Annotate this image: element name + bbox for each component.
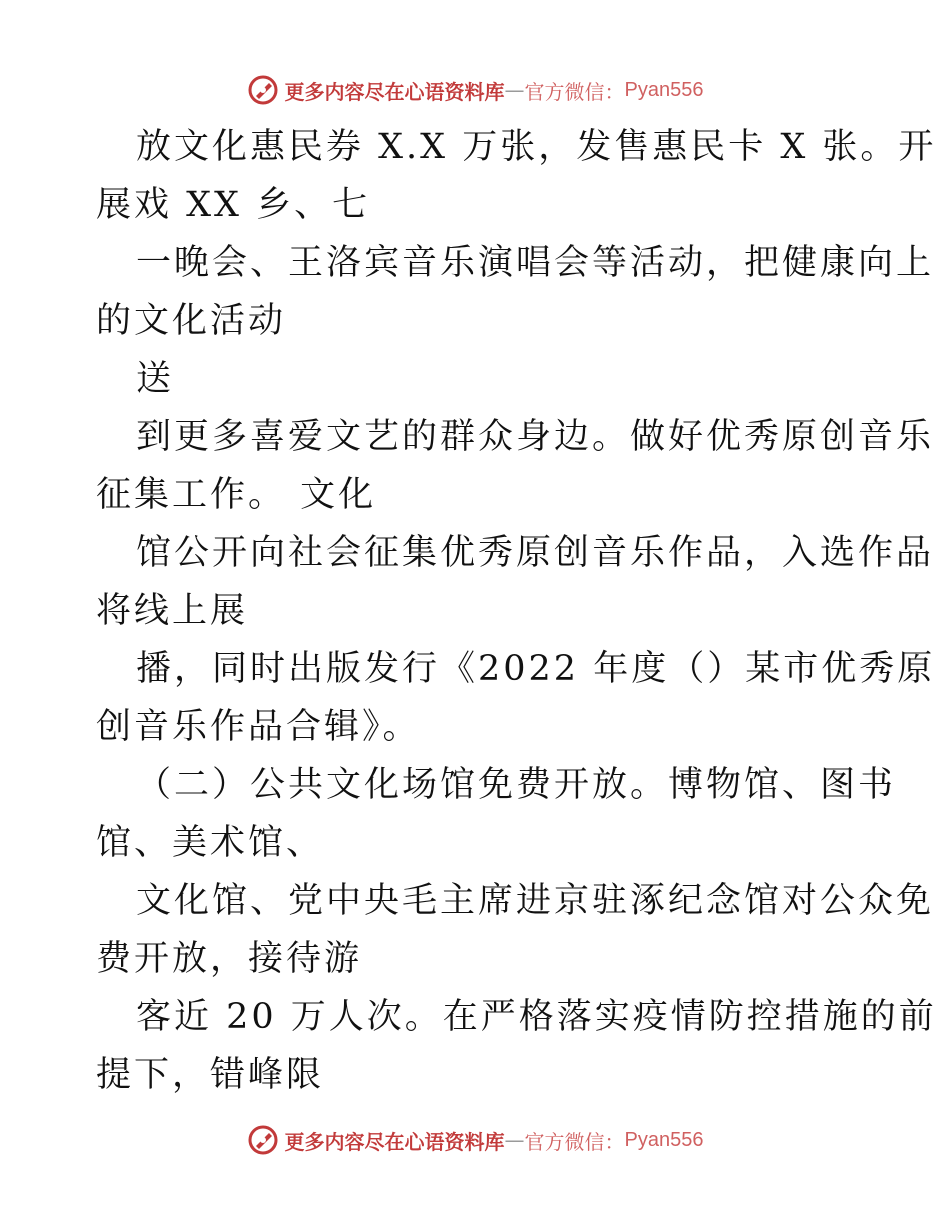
banner-wechat-label: 官方微信： — [524, 79, 625, 104]
body-line: （二）公共文化场馆免费开放。博物馆、图书 — [136, 765, 897, 805]
banner-wechat-label: 官方微信： — [524, 1129, 625, 1154]
banner-separator: — — [504, 78, 525, 102]
banner-main-text: 更多内容尽在心语资料库 — [284, 79, 505, 104]
body-line: 创音乐作品合辑》。 — [96, 707, 421, 747]
banner-wechat-id: Pyan556 — [624, 78, 704, 101]
body-line: 费开放，接待游 — [96, 939, 363, 979]
body-line: 将线上展 — [96, 591, 249, 631]
body-line: 展戏 XX 乡、七 — [96, 185, 371, 225]
logo-icon — [247, 74, 279, 106]
body-line: 征集工作。 文化 — [96, 475, 377, 515]
body-line: 一晚会、王洛宾音乐演唱会等活动，把健康向上 — [136, 243, 935, 283]
body-line: 到更多喜爱文艺的群众身边。做好优秀原创音乐 — [136, 417, 935, 457]
body-line: 送 — [136, 359, 175, 399]
footer-banner — [0, 1120, 950, 1160]
body-line: 放文化惠民券 X.X 万张，发售惠民卡 X 张。开 — [136, 127, 937, 167]
body-line: 播，同时出版发行《2022 年度（）某市优秀原 — [136, 649, 936, 689]
body-line: 馆、美术馆、 — [96, 823, 325, 863]
document-body — [96, 118, 937, 1104]
banner-main-text: 更多内容尽在心语资料库 — [284, 1129, 505, 1154]
body-line: 馆公开向社会征集优秀原创音乐作品，入选作品 — [136, 533, 935, 573]
body-line: 提下，错峰限 — [96, 1055, 325, 1095]
body-line: 客近 20 万人次。在严格落实疫情防控措施的前 — [136, 997, 937, 1037]
header-banner — [0, 70, 950, 110]
body-line: 文化馆、党中央毛主席进京驻涿纪念馆对公众免 — [136, 881, 935, 921]
banner-separator: — — [504, 1128, 525, 1152]
logo-icon — [247, 1124, 279, 1156]
banner-wechat-id: Pyan556 — [624, 1128, 704, 1151]
body-line: 的文化活动 — [96, 301, 287, 341]
